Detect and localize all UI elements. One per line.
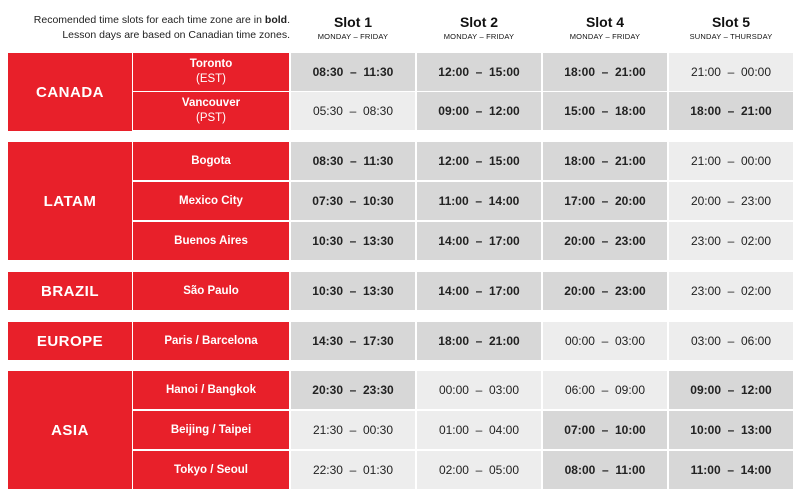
time-cell-toronto-slot-1: 08:30 – 11:30 [291,53,415,91]
city-name: Beijing / Taipei [170,423,252,436]
slot-header-2 [417,14,541,41]
region-canada: CANADA [8,53,132,131]
city-cell-paris-barcelona [133,322,289,360]
city-cell-vancouver [133,92,289,130]
time-cell-hanoi-bangkok-slot-4: 09:00 – 12:00 [669,371,793,409]
slot-header-4 [543,14,667,41]
slot-header-1 [291,14,415,41]
time-cell-toronto-slot-2: 12:00 – 15:00 [417,53,541,91]
slot-days: SUNDAY – THURSDAY [689,32,773,41]
time-cell-bogota-slot-3: 18:00 – 21:00 [543,142,667,180]
legend-note-text: Recomended time slots for each time zone are in [33,14,265,26]
city-timezone: (PST) [195,112,227,124]
city-name: Tokyo / Seoul [174,463,248,476]
time-cell-toronto-slot-3: 18:00 – 21:00 [543,53,667,91]
city-cell-hanoi-bangkok [133,371,289,409]
city-cell-buenos-aires [133,222,289,260]
time-cell-bogota-slot-4: 21:00 – 00:00 [669,142,793,180]
city-name: Buenos Aires [174,234,248,247]
legend-note-days: Lesson days are based on Canadian time zones. [62,29,290,41]
time-cell-sao-paulo-slot-3: 20:00 – 23:00 [543,272,667,310]
region-asia: ASIA [8,371,132,489]
time-cell-tokyo-seoul-slot-2: 02:00 – 05:00 [417,451,541,489]
city-cell-sao-paulo [133,272,289,310]
city-cell-toronto [133,53,289,91]
time-cell-hanoi-bangkok-slot-2: 00:00 – 03:00 [417,371,541,409]
time-cell-tokyo-seoul-slot-3: 08:00 – 11:00 [543,451,667,489]
city-name: Mexico City [179,194,243,207]
time-cell-mexico-city-slot-3: 17:00 – 20:00 [543,182,667,220]
city-name: Bogota [191,154,231,167]
city-name: Vancouver [181,97,241,109]
time-cell-mexico-city-slot-2: 11:00 – 14:00 [417,182,541,220]
time-cell-hanoi-bangkok-slot-3: 06:00 – 09:00 [543,371,667,409]
slot-days: MONDAY – FRIDAY [569,32,641,41]
time-cell-vancouver-slot-3: 15:00 – 18:00 [543,92,667,130]
time-cell-toronto-slot-4: 21:00 – 00:00 [669,53,793,91]
time-cell-beijing-taipei-slot-4: 10:00 – 13:00 [669,411,793,449]
time-cell-tokyo-seoul-slot-1: 22:30 – 01:30 [291,451,415,489]
time-cell-paris-barcelona-slot-3: 00:00 – 03:00 [543,322,667,360]
region-brazil: BRAZIL [8,272,132,310]
time-cell-mexico-city-slot-1: 07:30 – 10:30 [291,182,415,220]
time-cell-buenos-aires-slot-3: 20:00 – 23:00 [543,222,667,260]
time-cell-mexico-city-slot-4: 20:00 – 23:00 [669,182,793,220]
time-cell-buenos-aires-slot-4: 23:00 – 02:00 [669,222,793,260]
time-cell-paris-barcelona-slot-1: 14:30 – 17:30 [291,322,415,360]
city-name: Hanoi / Bangkok [165,383,257,396]
time-cell-tokyo-seoul-slot-4: 11:00 – 14:00 [669,451,793,489]
slot-days: MONDAY – FRIDAY [317,32,389,41]
time-cell-bogota-slot-2: 12:00 – 15:00 [417,142,541,180]
time-cell-paris-barcelona-slot-4: 03:00 – 06:00 [669,322,793,360]
city-name: Paris / Barcelona [164,334,258,347]
time-cell-vancouver-slot-2: 09:00 – 12:00 [417,92,541,130]
time-cell-vancouver-slot-4: 18:00 – 21:00 [669,92,793,130]
time-cell-paris-barcelona-slot-2: 18:00 – 21:00 [417,322,541,360]
region-europe: EUROPE [8,322,132,360]
legend-note-bold-word: bold [264,14,288,26]
time-cell-buenos-aires-slot-1: 10:30 – 13:30 [291,222,415,260]
time-cell-hanoi-bangkok-slot-1: 20:30 – 23:30 [291,371,415,409]
time-cell-vancouver-slot-1: 05:30 – 08:30 [291,92,415,130]
city-cell-tokyo-seoul [133,451,289,489]
time-cell-bogota-slot-1: 08:30 – 11:30 [291,142,415,180]
city-cell-mexico-city [133,182,289,220]
region-latam: LATAM [8,142,132,260]
time-cell-beijing-taipei-slot-2: 01:00 – 04:00 [417,411,541,449]
time-cell-sao-paulo-slot-4: 23:00 – 02:00 [669,272,793,310]
slot-title: Slot 2 [459,14,499,30]
time-cell-sao-paulo-slot-1: 10:30 – 13:30 [291,272,415,310]
time-cell-sao-paulo-slot-2: 14:00 – 17:00 [417,272,541,310]
slot-title: Slot 4 [585,14,625,30]
slot-title: Slot 1 [333,14,373,30]
slot-header-5 [669,14,793,41]
time-cell-beijing-taipei-slot-1: 21:30 – 00:30 [291,411,415,449]
city-cell-beijing-taipei [133,411,289,449]
time-cell-buenos-aires-slot-2: 14:00 – 17:00 [417,222,541,260]
slot-days: MONDAY – FRIDAY [443,32,515,41]
city-timezone: (EST) [195,73,227,85]
slot-title: Slot 5 [711,14,751,30]
legend-note-period: . [287,14,290,26]
city-name: Toronto [189,58,233,70]
time-cell-beijing-taipei-slot-3: 07:00 – 10:00 [543,411,667,449]
legend-note-bold [34,14,290,26]
city-name: São Paulo [183,284,239,297]
city-cell-bogota [133,142,289,180]
